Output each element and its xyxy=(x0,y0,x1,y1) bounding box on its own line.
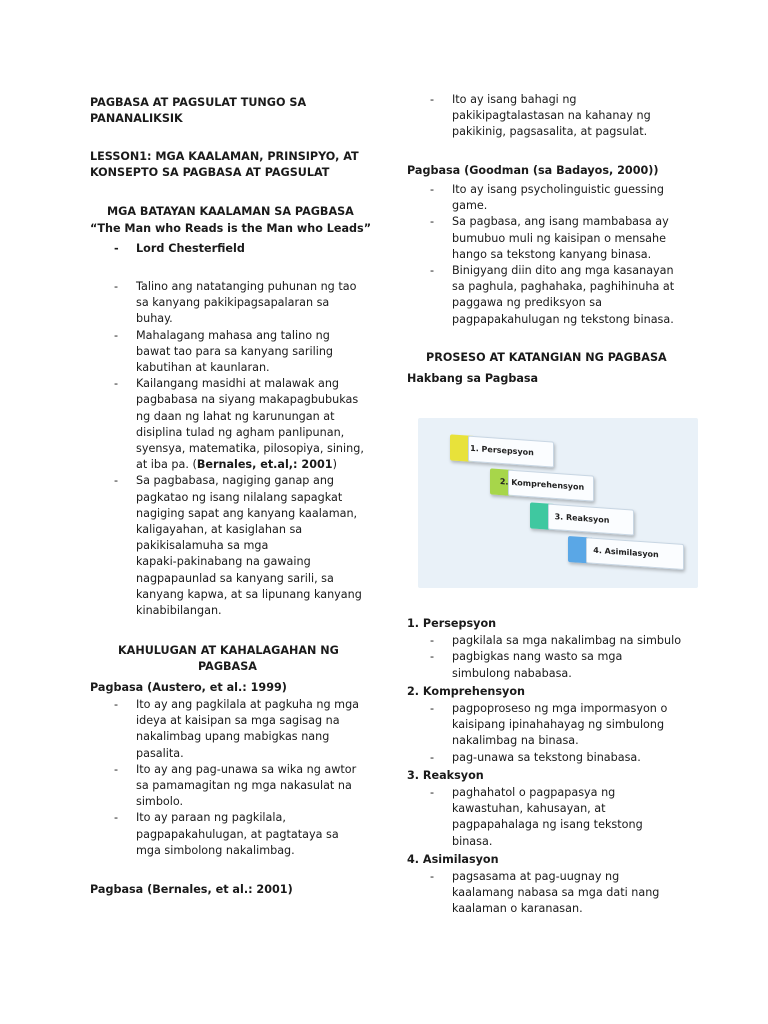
bullet-text-line: nagiging sapat ang kanyang kaalaman, xyxy=(136,506,358,520)
bullet-text-line: pagsasama at pag-uugnay ng xyxy=(452,870,620,883)
citation-line xyxy=(136,457,337,473)
bullet-text-line: pagpapakahulugan ng tekstong binasa. xyxy=(452,312,674,326)
bullet-text-line: nakalimbag upang mabigkas nang xyxy=(136,730,330,744)
bullet-text-line: sa paghula, paghahaka, paghihinuha at xyxy=(452,280,675,294)
bullet-text-line: pakikisalamuha sa mga xyxy=(136,539,269,553)
bullet-text-line: sa kanyang pakikipagsapalaran sa xyxy=(136,296,330,310)
step-1-label: 1. Persepsyon xyxy=(470,443,534,458)
bullet-dash: - xyxy=(430,264,435,277)
hakbang-heading: Hakbang sa Pagbasa xyxy=(407,372,539,385)
bullet-dash: - xyxy=(114,698,119,711)
bullet-text-line: pagpapahalaga ng isang tekstong xyxy=(452,818,643,832)
quote-dash: - xyxy=(114,242,119,255)
bullet-dash: - xyxy=(114,280,119,293)
bullet-text-line: pagbabasa na siyang makapagbubukas xyxy=(136,393,359,407)
bullet-text-line: kinabibilangan. xyxy=(136,604,222,617)
step-section-title: 4. Asimilasyon xyxy=(407,852,499,866)
bullet-text-line: kapaki-pakinabang na gawaing xyxy=(136,555,311,569)
bullet-text-line: simbulong nababasa. xyxy=(452,666,572,680)
bullet-dash: - xyxy=(430,650,435,664)
bullet-text-line: Sa pagbasa, ang isang mambabasa ay xyxy=(452,215,669,229)
diagram-step-3 xyxy=(530,502,634,535)
bullet-text-line: game. xyxy=(452,199,488,213)
bullet-text-line: sa pamamagitan ng mga nakasulat na xyxy=(136,779,352,792)
bullet-dash: - xyxy=(114,328,119,342)
bullet-text-line: disiplina tulad ng agham panlipunan, xyxy=(136,425,345,439)
bullet-text-line: kaalamang nabasa sa mga dati nang xyxy=(452,886,660,900)
batayan-heading: MGA BATAYAN KAALAMAN SA PAGBASA xyxy=(107,205,354,218)
lesson-heading-1: LESSON1: MGA KAALAMAN, PRINSIPYO, AT xyxy=(90,150,359,163)
citation-bold: Bernales, et.al,: 2001 xyxy=(196,458,333,472)
bullet-dash: - xyxy=(430,870,435,883)
bullet-text-line: pagbigkas nang wasto sa mga xyxy=(452,650,623,664)
goodman-heading: Pagbasa (Goodman (sa Badayos, 2000)) xyxy=(407,164,659,177)
quote-author: Lord Chesterfield xyxy=(136,242,245,255)
bullet-text-line: pakikinig, pagsasalita, at pagsulat. xyxy=(452,125,648,139)
bullet-text-line: Ito ay paraan ng pagkilala, xyxy=(136,811,286,825)
step-section-title: 3. Reaksyon xyxy=(407,768,484,782)
bullet-text-line: bumubuo muli ng kaisipan o mensahe xyxy=(452,231,666,245)
bullet-dash: - xyxy=(430,786,435,799)
bullet-text-line: bawat tao para sa kanyang sariling xyxy=(136,344,334,358)
bullet-text-line: Mahalagang mahasa ang talino ng xyxy=(136,328,330,342)
step-4-label: 4. Asimilasyon xyxy=(593,545,659,560)
bullet-text-line: Ito ay ang pagkilala at pagkuha ng mga xyxy=(136,698,360,711)
bullet-dash: - xyxy=(114,377,119,391)
bullet-text-line: paggawa ng prediksyon sa xyxy=(452,296,602,310)
bullet-text-line: kaligayahan, at kasiglahan sa xyxy=(136,523,303,536)
bullet-dash: - xyxy=(430,702,435,715)
bullet-text-line: syensya, matematika, pilosopiya, sining, xyxy=(136,442,364,455)
diagram-step-1 xyxy=(450,434,554,467)
bullet-dash: - xyxy=(430,183,435,196)
bullet-text-line: pag-unawa sa tekstong binabasa. xyxy=(452,750,641,764)
diagram-step-4 xyxy=(568,536,684,570)
bullet-text-line: Talino ang natatanging puhunan ng tao xyxy=(136,280,357,293)
title-line-1: PAGBASA AT PAGSULAT TUNGO SA xyxy=(90,96,307,109)
bullet-text-line: pagpoproseso ng mga impormasyon o xyxy=(452,702,668,715)
bullet-text-line: Ito ay isang bahagi ng xyxy=(452,93,577,106)
reading-steps-diagram xyxy=(418,418,698,588)
bullet-text-line: kanyang kapwa, at sa lipunang kanyang xyxy=(136,587,362,601)
bernales-heading: Pagbasa (Bernales, et al.: 2001) xyxy=(90,883,293,896)
austero-heading: Pagbasa (Austero, et al.: 1999) xyxy=(90,681,287,694)
diagram-step-2 xyxy=(490,468,594,501)
step-3-label: 3. Reaksyon xyxy=(554,512,610,525)
step-section-title: 2. Komprehensyon xyxy=(407,684,525,698)
bullet-text-line: Ito ay isang psycholinguistic guessing xyxy=(452,183,664,196)
bullet-text-line: kabutihan at kaunlaran. xyxy=(136,361,270,374)
bullet-dash: - xyxy=(114,762,119,776)
bullet-text-line: Ito ay ang pag-unawa sa wika ng awtor xyxy=(136,762,357,776)
bullet-text-line: pagkatao ng isang nilalang sapagkat xyxy=(136,490,343,504)
step-section-title: 1. Persepsyon xyxy=(407,617,497,630)
bullet-text-line: kawastuhan, kahusayan, at xyxy=(452,802,606,816)
bullet-text-line: Kailangang masidhi at malawak ang xyxy=(136,377,340,391)
citation-post: ) xyxy=(332,458,337,472)
bullet-dash: - xyxy=(430,215,435,229)
kahulugan-heading-2: PAGBASA xyxy=(198,660,257,673)
bullet-text-line: hango sa tekstong kanyang binasa. xyxy=(452,247,652,261)
step-2-label: 2. Komprehensyon xyxy=(499,477,585,492)
bullet-dash: - xyxy=(114,474,119,488)
bullet-text-line: Sa pagbabasa, nagiging ganap ang xyxy=(136,474,335,488)
lesson-heading-2: KONSEPTO SA PAGBASA AT PAGSULAT xyxy=(90,166,330,179)
bullet-text-line: nagpapaunlad sa kanyang sarili, sa xyxy=(136,571,334,585)
bullet-text-line: ng daan ng lahat ng karunungan at xyxy=(136,409,335,423)
proseso-heading: PROSESO AT KATANGIAN NG PAGBASA xyxy=(426,351,667,364)
bullet-text-line: pagkilala sa mga nakalimbag na simbulo xyxy=(452,634,682,648)
bullet-text-line: pasalita. xyxy=(136,746,184,760)
bullet-text-line: kaalaman o karanasan. xyxy=(452,902,583,916)
kahulugan-heading-1: KAHULUGAN AT KAHALAGAHAN NG xyxy=(118,644,339,657)
bullet-text-line: kaisipang ipinahahayag ng simbulong xyxy=(452,718,665,732)
bullet-text-line: pakikipagtalastasan na kahanay ng xyxy=(452,109,651,123)
bullet-dash: - xyxy=(114,811,119,825)
bullet-text-line: mga simbolong nakalimbag. xyxy=(136,843,295,857)
bullet-text-line: binasa. xyxy=(452,834,493,848)
bullet-text-line: paghahatol o pagpapasya ng xyxy=(452,786,616,799)
bullet-text-line: pagpapakahulugan, at pagtataya sa xyxy=(136,827,339,841)
bullet-text-line: ideya at kaisipan sa mga sagisag na xyxy=(136,714,340,728)
bullet-dash: - xyxy=(430,634,435,648)
bullet-text-line: buhay. xyxy=(136,312,173,326)
bullet-text-line: nakalimbag na binasa. xyxy=(452,734,579,748)
bullet-text-line: Binigyang diin dito ang mga kasanayan xyxy=(452,264,674,277)
quote: “The Man who Reads is the Man who Leads” xyxy=(90,222,372,235)
bullet-dash: - xyxy=(430,93,435,106)
citation-pre: at iba pa. ( xyxy=(136,458,197,472)
bullet-text-line: simbolo. xyxy=(136,795,184,809)
title-line-2: PANANALIKSIK xyxy=(90,112,183,125)
bullet-dash: - xyxy=(430,750,435,764)
